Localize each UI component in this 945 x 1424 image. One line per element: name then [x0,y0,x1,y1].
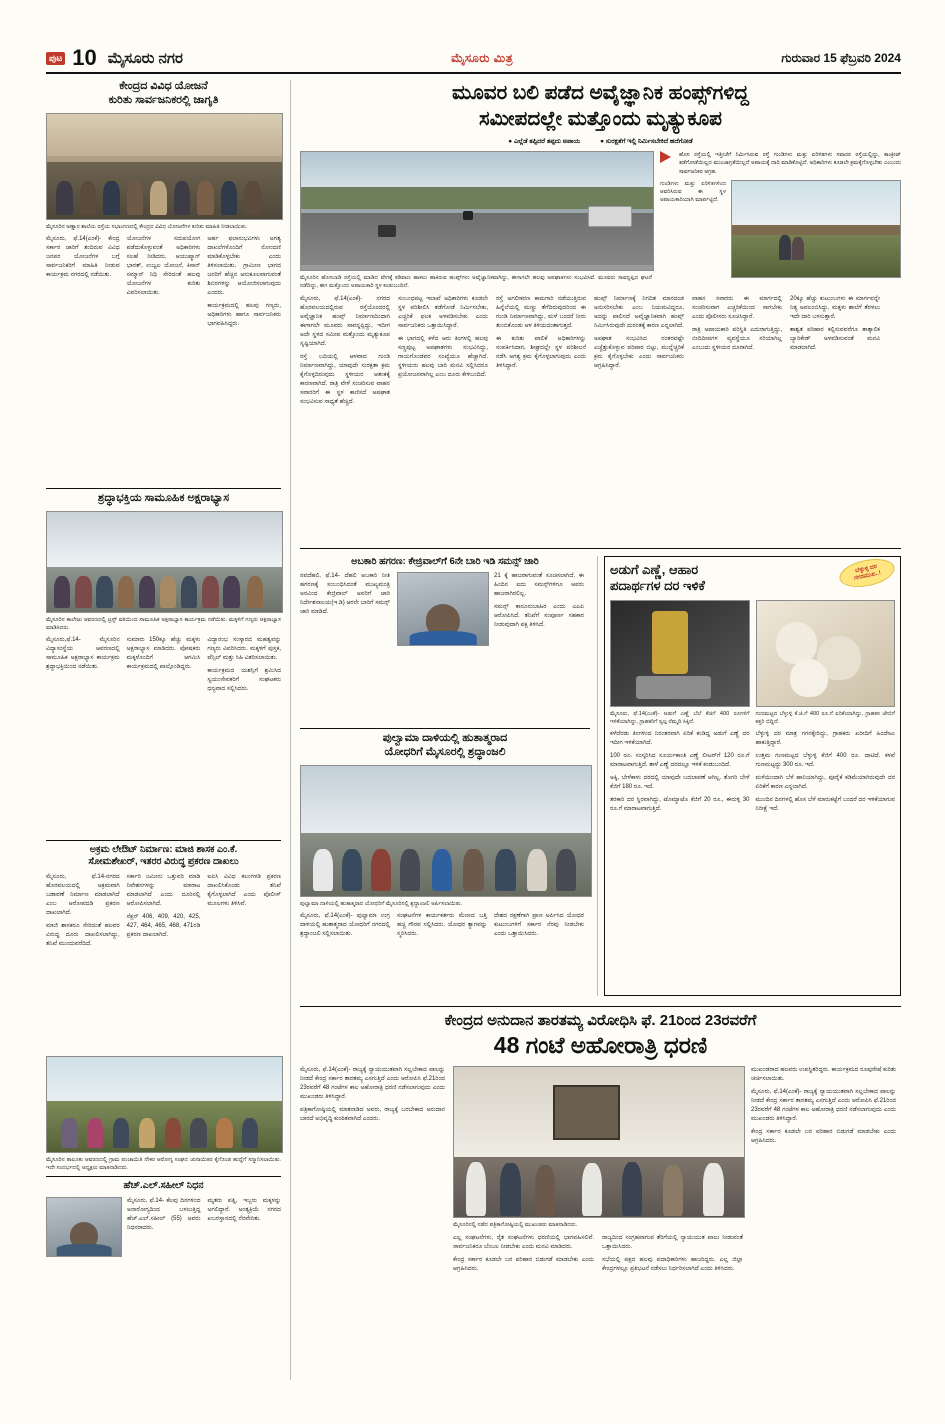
column-divider-2 [597,556,598,996]
dharane-photo-block [453,1066,743,1277]
pulwama-headline-line2: ಯೋಧರಿಗೆ ಮೈಸೂರಲ್ಲಿ ಶ್ರದ್ಧಾಂಜಲಿ [384,745,506,758]
shraddha-body-2: ಸುಮಾರು 150ಕ್ಕೂ ಹೆಚ್ಚು ಮಕ್ಕಳು ಅಕ್ಷರಾಭ್ಯಾಸ ಮಾಡಿದರು. ಪೋಷಕರು ಮಕ್ಕಳೊಂದಿಗೆ ಆಗಮಿಸಿ ಕಾರ್ಯಕ್ರಮದಲ್ಲಿ ಪಾಲ್ಗೊಂಡಿದ್ದರು. [126,636,201,670]
story-shraddha [46,488,281,698]
pulwama-body-3: ದೇಶದ ರಕ್ಷಣೆಗಾಗಿ ಪ್ರಾಣ ಅರ್ಪಿಸಿದ ಯೋಧರ ಕುಟುಂಬಗಳಿಗೆ ಸರ್ಕಾರ ನೆರವು ನೀಡಬೇಕು ಎಂದು ಒತ್ತಾಯಿಸಿದರು. [494,912,584,937]
hls-body-1: ಮೈಸೂರು, ಫೆ.14- ಕೆಲವು ದಿನಗಳಿಂದ ಅನಾರೋಗ್ಯದಿಂದ ಬಳಲುತ್ತಿದ್ದ ಹೆಚ್.ಎಲ್.ಸಹೀಲ್ (55) ಅವರು ನಿಧನರಾದರು. [127,1197,201,1231]
lead-photo-caption: ಮೈಸೂರಿನ ಹೊಸಬಾಡಿ ರಸ್ತೆಯಲ್ಲಿ ಮಾಡಿದ ವೇಗಕ್ಕೆ ಕಡಿವಾಣ ಹಾಕಲು ಹಾಕಿರುವ ಹಂಪ್ಸ್‌ಗಳು ಅವೈಜ್ಞಾನಿಕವಾಗಿದ್ದು, ಈಗಾಗಲೇ ಹಲವು ಅಪಘಾತಗಳು ಸಂಭವಿಸಿವೆ. ಮೂವರು ಸಾವನ್ನಪ್ಪಿದ ಘಟನೆ ನಡೆದಿದ್ದು, ಈಗ ಮತ್ತೊಂದು ಅಪಾಯಕಾರಿ ಸ್ಥಳ ಕಂಡುಬಂದಿದೆ. [300,275,652,290]
abkari-body-2: 21 ಕ್ಕೆ ಹಾಜರಾಗುವಂತೆ ಸೂಚಿಸಲಾಗಿದೆ. ಈ ಹಿಂದಿನ ಐದು ಸಮನ್ಸ್‌ಗಳಿಗೂ ಅವರು ಹಾಜರಾಗಿರಲಿಲ್ಲ. ಸಮನ್ಸ್ ಕಾನೂನುಬಾಹಿರ ಎಂದು ಎಎಪಿ ಆರೋಪಿಸಿದೆ. ತನಿಖೆಗೆ ಸಂಪೂರ್ಣ ಸಹಕಾರ ನೀಡುವುದಾಗಿ ಪಕ್ಷ ತಿಳಿಸಿದೆ. [494,573,584,629]
dharane-photo [453,1066,745,1218]
pulwama-body-2: ಸಂಘಟನೆಗಳ ಕಾರ್ಯಕರ್ತರು ಮೇಣದ ಬತ್ತಿ ಹಚ್ಚಿ ಗೌರವ ಸಲ್ಲಿಸಿದರು. ಯೋಧರ ತ್ಯಾಗವನ್ನು ಸ್ಮರಿಸಿದರು. [397,912,487,937]
page-badge-label: ಪುಟ [46,52,65,65]
kendra-body-3: ಅರ್ಹ ಫಲಾನುಭವಿಗಳು ಅಗತ್ಯ ದಾಖಲೆಗಳೊಂದಿಗೆ ನೋಂದಣಿ ಮಾಡಿಕೊಳ್ಳಬೇಕು ಎಂದು ತಿಳಿಸಲಾಯಿತು. ಗ್ರಾಮೀಣ ಭಾಗದ ಜನರಿಗೆ ಹೆಚ್ಚಿನ ಅನುಕೂಲವಾಗುವಂತೆ ಶಿಬಿರಗಳನ್ನು ಆಯೋಜಿಸಲಾಗುವುದು ಎಂದರು. ಕಾರ್ಯಕ್ರಮದಲ್ಲಿ ಹಲವು ಗಣ್ಯರು, ಅಧಿಕಾರಿಗಳು ಹಾಗೂ ಸಾರ್ವಜನಿಕರು ಭಾಗವಹಿಸಿದ್ದರು. [207,235,282,327]
lead-bullet-1: ● ಎಲ್ಲೆಡೆ ತಪ್ಪಿದರೆ ತಪ್ಪದು ಅಪಾಯ [508,138,580,146]
red-arrow-icon [660,151,671,163]
story-pulwama [300,728,590,943]
kejriwal-portrait [397,572,489,646]
lead-inset-photo [731,180,901,278]
dharane-headline-line1: ಕೇಂದ್ರದ ಅನುದಾನ ತಾರತಮ್ಯ ವಿರೋಧಿಸಿ ಫೆ. 21ರಿಂದ 23ರವರೆಗೆ [444,1012,757,1029]
akrama-body-1: ಮೈಸೂರು, ಫೆ.14-ನಗರದ ಹೊರವಲಯದಲ್ಲಿ ಅಕ್ರಮವಾಗಿ ಬಡಾವಣೆ ನಿರ್ಮಾಣ ಮಾಡಲಾಗಿದೆ ಎಂಬ ಆರೋಪದಡಿ ಪ್ರಕರಣ ದಾಖಲಾಗಿದೆ. ಮಾಜಿ ಶಾಸಕರೂ ಸೇರಿದಂತೆ ಹಲವರ ವಿರುದ್ಧ ದೂರು ದಾಖಲಿಸಲಾಗಿದ್ದು, ತನಿಖೆ ಮುಂದುವರೆದಿದೆ. [46,873,120,947]
lead-body-col-4: ಹಂಪ್ಸ್ ನಿರ್ಮಾಣಕ್ಕೆ ನಿಗದಿತ ಮಾನದಂಡ ಅನುಸರಿಸಬೇಕು ಎಂಬ ನಿಯಮವಿದ್ದರೂ, ಅದನ್ನು ಪಾಲಿಸದೆ ಅವೈಜ್ಞಾನಿಕವಾಗಿ ಹಂಪ್ಸ್ ನಿರ್ಮಿಸಿರುವುದೇ ದುರಂತಕ್ಕೆ ಕಾರಣ ಎನ್ನಲಾಗಿದೆ. ಅಪಘಾತ ಸಂಭವಿಸಿದ ನಂತರವಷ್ಟೇ ಎಚ್ಚೆತ್ತುಕೊಳ್ಳುವ ಪರಿಪಾಠ ಬಿಟ್ಟು, ಮುನ್ನೆಚ್ಚರಿಕೆ ಕ್ರಮ ಕೈಗೊಳ್ಳಬೇಕು ಎಂದು ಸಾರ್ವಜನಿಕರು ಆಗ್ರಹಿಸಿದ್ದಾರೆ. [594,296,684,370]
story-kendra [46,80,281,333]
lead-inset-caption: ಗುಂಡಿಗಳು ಮತ್ತು ಏರಿಳಿತಗಳಿಂದ ಆವರಿಸಿರುವ ಈ ಸ್ಥಳ ಅಪಾಯಕಾರಿಯಾಗಿ ಮಾರ್ಪಟ್ಟಿದೆ. [660,181,726,204]
oil-headline-line2: ಪದಾರ್ಥಗಳ ದರ ಇಳಿಕೆ [610,578,705,594]
pulwama-body-1: ಮೈಸೂರು, ಫೆ.14(ಎಂಕೆ)- ಪುಲ್ವಾಮಾ ಉಗ್ರ ದಾಳಿಯಲ್ಲಿ ಹುತಾತ್ಮರಾದ ಯೋಧರಿಗೆ ನಗರದಲ್ಲಿ ಶ್ರದ್ಧಾಂಜಲಿ ಸಲ್ಲಿಸಲಾಯಿತು. [300,912,390,937]
bottom-left-photo [46,1056,283,1153]
story-dharane [300,1006,901,1278]
story-akrama [46,840,281,953]
garlic-photo [756,600,896,707]
kendra-body-2: ಯೋಜನೆಗಳ ಸದುಪಯೋಗ ಪಡೆದುಕೊಳ್ಳುವಂತೆ ಅಧಿಕಾರಿಗಳು ಸಲಹೆ ನೀಡಿದರು. ಆಯುಷ್ಮಾನ್ ಭಾರತ್, ಉಜ್ವಲ ಯೋಜನೆ, ಕಿಸಾನ್ ಸಮ್ಮಾನ್ ನಿಧಿ ಸೇರಿದಂತೆ ಹಲವು ಯೋಜನೆಗಳ ಕುರಿತು ವಿವರಿಸಲಾಯಿತು. [126,235,201,296]
akrama-body-2: ಸರ್ಕಾರಿ ಜಮೀನು ಒತ್ತುವರಿ ಮಾಡಿ ನಿವೇಶನಗಳನ್ನು ಮಾರಾಟ ಮಾಡಲಾಗಿದೆ ಎಂದು ದೂರಿನಲ್ಲಿ ಆರೋಪಿಸಲಾಗಿದೆ. ಸೆಕ್ಷನ್ 406, 409, 420, 425, 427, 464, 465, 468, 471ರಡಿ ಪ್ರಕರಣ ದಾಖಲಾಗಿದೆ. [126,873,201,938]
column-divider-1 [290,80,291,1380]
story-bottom-left [46,1056,281,1257]
oil-body-right: ಬೆಳ್ಳುಳ್ಳಿ ದರ ಮಾತ್ರ ಗಗನಕ್ಕೇರಿದ್ದು, ಗ್ರಾಹಕರು ಖರೀದಿಗೆ ಹಿಂದೇಟು ಹಾಕುತ್ತಿದ್ದಾರೆ. ಉತ್ತಮ ಗುಣಮಟ್ಟದ ಬೆಳ್ಳುಳ್ಳಿ ಕೆಜಿಗೆ 400 ರೂ. ದಾಟಿದೆ. ಕಳಪೆ ಗುಣಮಟ್ಟದ್ದು 300 ರೂ. ಇದೆ. ಮಳೆಯಿಂದಾಗಿ ಬೆಳೆ ಹಾನಿಯಾಗಿದ್ದು, ಪೂರೈಕೆ ಕಡಿಮೆಯಾಗಿರುವುದೇ ದರ ಏರಿಕೆಗೆ ಕಾರಣ ಎನ್ನಲಾಗಿದೆ. ಮುಂದಿನ ದಿನಗಳಲ್ಲಿ ಹೊಸ ಬೆಳೆ ಮಾರುಕಟ್ಟೆಗೆ ಬಂದರೆ ದರ ಇಳಿಕೆಯಾಗುವ ನಿರೀಕ್ಷೆ ಇದೆ. [755,730,895,812]
lead-story [300,80,901,411]
section-title: ಮೈಸೂರು ನಗರ [107,50,183,67]
shraddha-headline: ಶ್ರದ್ಧಾಭಕ್ತಿಯ ಸಾಮೂಹಿಕ ಅಕ್ಷರಾಭ್ಯಾಸ [97,492,230,504]
hls-headline: ಹೆಚ್.ಎಲ್.ಸಹೀಲ್ ನಿಧನ [123,1180,204,1192]
publication-date: ಗುರುವಾರ 15 ಫೆಬ್ರವರಿ 2024 [781,50,901,65]
dharane-body-col-4: ಮುಖಂಡರಾದ ಹಲವರು ಉಪಸ್ಥಿತರಿದ್ದರು. ಕಾರ್ಯಕ್ರಮದ ರೂಪುರೇಷೆ ಕುರಿತು ಚರ್ಚಿಸಲಾಯಿತು. ಮೈಸೂರು, ಫೆ.14(ಎಂಕೆ)- ರಾಜ್ಯಕ್ಕೆ ನ್ಯಾಯಯುತವಾಗಿ ಸಲ್ಲಬೇಕಾದ ಪಾಲನ್ನು ನೀಡದೆ ಕೇಂದ್ರ ಸರ್ಕಾರ ತಾರತಮ್ಯ ಎಸಗುತ್ತಿದೆ ಎಂದು ಆರೋಪಿಸಿ ಫೆ.21ರಿಂದ 23ರವರೆಗೆ 48 ಗಂಟೆಗಳ ಕಾಲ ಅಹೋರಾತ್ರಿ ಧರಣಿ ನಡೆಸಲಾಗುವುದು ಎಂದು ಮುಖಂಡರು ತಿಳಿಸಿದ್ದಾರೆ. ಕೇಂದ್ರ ಸರ್ಕಾರ ಕೂಡಲೇ ಬರ ಪರಿಹಾರ ಬಿಡುಗಡೆ ಮಾಡಬೇಕು ಎಂದು ಆಗ್ರಹಿಸಿದರು. [751,1067,896,1145]
shraddha-photo [46,511,283,613]
abkari-portrait-wrap [397,572,487,646]
oil-caption-left: ಮೈಸೂರು, ಫೆ.14(ಎಂಕೆ)- ಅಡುಗೆ ಎಣ್ಣೆ ಬೆಲೆ ಕೆಜಿಗೆ 400 ರೂಗಳಿಗೆ ಇಳಿಕೆಯಾಗಿದ್ದು, ಗ್ರಾಹಕರಿಗೆ ಸ್ವಲ್ಪ ನೆಮ್ಮದಿ ಸಿಕ್ಕಿದೆ. [610,710,750,725]
lead-body-col-3: ರಸ್ತೆ ಅಗಲೀಕರಣ ಕಾಮಗಾರಿ ನಡೆಯುತ್ತಿರುವ ಹಿನ್ನೆಲೆಯಲ್ಲಿ ಮಣ್ಣು ತೆಗೆದಿರುವುದರಿಂದ ಈ ಗುಂಡಿ ನಿರ್ಮಾಣವಾಗಿದ್ದು, ಮಳೆ ಬಂದರೆ ನೀರು ತುಂಬಿಕೊಂಡು ಆಳ ತಿಳಿಯದಂತಾಗುತ್ತದೆ. ಈ ಕುರಿತು ಪಾಲಿಕೆ ಅಧಿಕಾರಿಗಳನ್ನು ಸಂಪರ್ಕಿಸಿದಾಗ, ಶೀಘ್ರದಲ್ಲೇ ಸ್ಥಳ ಪರಿಶೀಲನೆ ನಡೆಸಿ ಅಗತ್ಯ ಕ್ರಮ ಕೈಗೊಳ್ಳಲಾಗುವುದು ಎಂದು ತಿಳಿಸಿದ್ದಾರೆ. [496,296,586,370]
oil-headline-line1: ಅಡುಗೆ ಎಣ್ಣೆ, ಆಹಾರ [610,562,699,577]
lead-bullets [300,138,901,146]
shraddha-body-3: ವಿದ್ಯಾರಂಭ ಸಂಸ್ಕಾರದ ಮಹತ್ವವನ್ನು ಗಣ್ಯರು ವಿವರಿಸಿದರು. ಮಕ್ಕಳಿಗೆ ಪುಸ್ತಕ, ಪೆನ್ಸಿಲ್ ಮತ್ತು ಸಿಹಿ ವಿತರಿಸಲಾಯಿತು. ಕಾರ್ಯಕ್ರಮದ ಯಶಸ್ಸಿಗೆ ಶ್ರಮಿಸಿದ ಸ್ವಯಂಸೇವಕರಿಗೆ ಸಂಘಟಕರು ಧನ್ಯವಾದ ಸಲ್ಲಿಸಿದರು. [207,636,282,692]
shraddha-body-1: ಮೈಸೂರು,ಫೆ.14- ಮೈಸೂರಿನ ವಿದ್ಯಾಸಂಸ್ಥೆಯ ಆವರಣದಲ್ಲಿ ಸಾಮೂಹಿಕ ಅಕ್ಷರಾಭ್ಯಾಸ ಕಾರ್ಯಕ್ರಮ ಶ್ರದ್ಧಾಭಕ್ತಿಯಿಂದ ನಡೆಯಿತು. [46,636,120,670]
story-abkari [300,556,590,646]
akrama-headline-line2: ಸೋಮಶೇಖರ್, ಇತರರ ವಿರುದ್ಧ ಪ್ರಕರಣ ದಾಖಲು [88,856,239,868]
oil-photo [610,600,750,707]
kendra-headline-line2: ಕುರಿತು ಸಾರ್ವಜನಿಕರಲ್ಲಿ ಜಾಗೃತಿ [108,93,219,106]
lead-headline-line2: ಸಮೀಪದಲ್ಲೇ ಮತ್ತೊಂದು ಮೃತ್ಯುಕೂಪ [479,108,722,130]
lead-inset-text: ಹೊಸ ರಸ್ತೆಯಲ್ಲಿ ಇತ್ತೀಚೆಗೆ ನಿರ್ಮಿಸಿರುವ ರಸ್ತೆ ಗುಂಡಿಗಳು ಮತ್ತು ಏರಿಳಿತಗಳು ಸವಾರರ ರಸ್ತೆಯಲ್ಲಿದ್ದು, ಕಾಂಕ್ರೀಟ್ ತಡೆಗೋಡೆಯಿಲ್ಲದ ಮುಂಜಾಗ್ರತೆಯಿಲ್ಲದೆ ಅಪಾಯಕ್ಕೆ ದಾರಿ ಮಾಡಿಕೊಟ್ಟಿದೆ. ಅಧಿಕಾರಿಗಳು ಕೂಡಲೇ ಕ್ರಮಕೈಗೊಳ್ಳಬೇಕು ಎಂಬುದು ಸಾರ್ವಜನಿಕರ ಆಗ್ರಹ. [679,152,901,175]
hls-portrait [46,1197,122,1257]
lead-headline-line1: ಮೂವರ ಬಲಿ ಪಡೆದ ಅವೈಜ್ಞಾನಿಕ ಹಂಪ್ಸ್‌ಗಳಿದ್ದ [452,82,749,104]
garlic-price-burst: ಬೆಳ್ಳುಳ್ಳಿ ದರ ಗಗನಮುಖ..! [837,554,897,591]
oil-body-left: ಕಳೆದೆರಡು ತಿಂಗಳಿಂದ ನಿರಂತರವಾಗಿ ಏರಿಕೆ ಕಂಡಿದ್ದ ಅಡುಗೆ ಎಣ್ಣೆ ದರ ಇದೀಗ ಇಳಿಕೆಯಾಗಿದೆ. 100 ರೂ. ಸಂಸ್ಕರಿಸಿದ ಸೂರ್ಯಕಾಂತಿ ಎಣ್ಣೆ ಲೀಟರ್‌ಗೆ 120 ರೂ.ಗೆ ಮಾರಾಟವಾಗುತ್ತಿದೆ. ತಾಳೆ ಎಣ್ಣೆ ದರದಲ್ಲೂ ಇಳಿಕೆ ಕಂಡುಬಂದಿದೆ. ಅಕ್ಕಿ, ಬೇಳೆಕಾಳು ದರದಲ್ಲಿ ಯಾವುದೇ ಬದಲಾವಣೆ ಆಗಿಲ್ಲ. ತೊಗರಿ ಬೇಳೆ ಕೆಜಿಗೆ 180 ರೂ. ಇದೆ. ತರಕಾರಿ ದರ ಸ್ಥಿರವಾಗಿದ್ದು, ಟೊಮ್ಯಾಟೊ ಕೆಜಿಗೆ 20 ರೂ., ಈರುಳ್ಳಿ 30 ರೂ.ಗೆ ಮಾರಾಟವಾಗುತ್ತಿದೆ. [610,730,750,812]
kendra-photo-caption: ಮೈಸೂರಿನ ಅಣ್ಣಾನ ಶಾಲೆಯ ರಸ್ತೆಯ ಸಭಾಂಗಣದಲ್ಲಿ ಕೇಂದ್ರದ ವಿವಿಧ ಯೋಜನೆಗಳ ಕುರಿತು ಮಾಹಿತಿ ನೀಡಲಾಯಿತು. [46,223,248,230]
kendra-headline-line1: ಕೇಂದ್ರದ ವಿವಿಧ ಯೋಜನೆ [119,80,208,92]
dharane-body-col-3: ರಾಜ್ಯದಿಂದ ಸಂಗ್ರಹವಾಗುವ ತೆರಿಗೆಯಲ್ಲಿ ನ್ಯಾಯಯುತ ಪಾಲು ನೀಡುವಂತೆ ಒತ್ತಾಯಿಸಿದರು. ಸಭೆಯಲ್ಲಿ ಪಕ್ಷದ ಹಲವು ಪದಾಧಿಕಾರಿಗಳು ಹಾಜರಿದ್ದರು. ಎಲ್ಲ ಜಿಲ್ಲಾ ಕೇಂದ್ರಗಳಲ್ಲೂ ಪ್ರತಿಭಟನೆ ನಡೆಸಲು ನಿರ್ಧರಿಸಲಾಗಿದೆ ಎಂದು ತಿಳಿಸಿದರು. [602,1234,743,1272]
shraddha-photo-caption: ಮೈಸೂರಿನ ಕಾಲೇಜು ಆವರಣದಲ್ಲಿ ಟ್ರಸ್ಟ್ ವತಿಯಿಂದ ಸಾಮೂಹಿಕ ಅಕ್ಷರಾಭ್ಯಾಸ ಕಾರ್ಯಕ್ರಮ ನಡೆಯಿತು. ಮಕ್ಕಳಿಗೆ ಗಣ್ಯರು ಅಕ್ಷರಾಭ್ಯಾಸ ಮಾಡಿಸಿದರು. [46,616,281,631]
abkari-body-1: ನವದೆಹಲಿ, ಫೆ.14- ದೆಹಲಿ ಅಬಕಾರಿ ನೀತಿ ಹಗರಣಕ್ಕೆ ಸಂಬಂಧಿಸಿದಂತೆ ಮುಖ್ಯಮಂತ್ರಿ ಅರವಿಂದ ಕೇಜ್ರಿವಾಲ್ ಅವರಿಗೆ ಜಾರಿ ನಿರ್ದೇಶನಾಲಯ(ಇ.ಡಿ) ಆರನೇ ಬಾರಿಗೆ ಸಮನ್ಸ್ ಜಾರಿ ಮಾಡಿದೆ. [300,573,390,616]
akrama-body-3: ಐಪಿಸಿ ವಿವಿಧ ಕಲಂಗಳಡಿ ಪ್ರಕರಣ ದಾಖಲಿಸಿಕೊಂಡು ತನಿಖೆ ಕೈಗೊಳ್ಳಲಾಗಿದೆ ಎಂದು ಪೊಲೀಸ್ ಮೂಲಗಳು ತಿಳಿಸಿವೆ. [207,873,282,907]
dharane-body-col-1: ಮೈಸೂರು, ಫೆ.14(ಎಂಕೆ)- ರಾಜ್ಯಕ್ಕೆ ನ್ಯಾಯಯುತವಾಗಿ ಸಲ್ಲಬೇಕಾದ ಪಾಲನ್ನು ನೀಡದೆ ಕೇಂದ್ರ ಸರ್ಕಾರ ತಾರತಮ್ಯ ಎಸಗುತ್ತಿದೆ ಎಂದು ಆರೋಪಿಸಿ ಫೆ.21ರಿಂದ 23ರವರೆಗೆ 48 ಗಂಟೆಗಳ ಕಾಲ ಅಹೋರಾತ್ರಿ ಧರಣಿ ನಡೆಸಲಾಗುವುದು ಎಂದು ಮುಖಂಡರು ತಿಳಿಸಿದ್ದಾರೆ. ಪತ್ರಿಕಾಗೋಷ್ಠಿಯಲ್ಲಿ ಮಾತನಾಡಿದ ಅವರು, ರಾಜ್ಯಕ್ಕೆ ಬರಬೇಕಾದ ಅನುದಾನ ಬಾರದೆ ಅಭಿವೃದ್ಧಿ ಕುಂಠಿತವಾಗಿದೆ ಎಂದರು. [300,1067,445,1123]
lead-body-col-1: ಮೈಸೂರು, ಫೆ.14(ಎಂಕೆ)- ನಗರದ ಹೊರವಲಯದಲ್ಲಿರುವ ರಸ್ತೆಯೊಂದರಲ್ಲಿ ಅವೈಜ್ಞಾನಿಕ ಹಂಪ್ಸ್ ನಿರ್ಮಾಣದಿಂದಾಗಿ ಈಗಾಗಲೇ ಮೂವರು ಸಾವನ್ನಪ್ಪಿದ್ದು, ಇದೀಗ ಅದೇ ಸ್ಥಳದ ಸಮೀಪ ಮತ್ತೊಂದು ಮೃತ್ಯುಕೂಪ ಸೃಷ್ಟಿಯಾಗಿದೆ. ರಸ್ತೆ ಬದಿಯಲ್ಲಿ ಆಳವಾದ ಗುಂಡಿ ನಿರ್ಮಾಣವಾಗಿದ್ದು, ಯಾವುದೇ ಸುರಕ್ಷತಾ ಕ್ರಮ ಕೈಗೊಳ್ಳದಿರುವುದು ಸ್ಥಳೀಯರ ಆತಂಕಕ್ಕೆ ಕಾರಣವಾಗಿದೆ. ರಾತ್ರಿ ವೇಳೆ ಸಂಚರಿಸುವ ವಾಹನ ಸವಾರರಿಗೆ ಈ ಸ್ಥಳ ಕಾಣಿಸದೆ ಅಪಘಾತ ಸಂಭವಿಸುವ ಸಾಧ್ಯತೆ ಹೆಚ್ಚಿದೆ. [300,296,390,406]
lead-body-col-5: ವಾಹನ ಸವಾರರು ಈ ಮಾರ್ಗದಲ್ಲಿ ಸಂಚರಿಸುವಾಗ ಎಚ್ಚರಿಕೆಯಿಂದ ಸಾಗಬೇಕು ಎಂದು ಪೊಲೀಸರು ಸೂಚಿಸಿದ್ದಾರೆ. ರಾತ್ರಿ ಅಪಾಯಕಾರಿ ಪರಿಸ್ಥಿತಿ ಎದುರಾಗುತ್ತಿದ್ದು, ಬೀದಿದೀಪಗಳ ವ್ಯವಸ್ಥೆಯೂ ಸರಿಯಾಗಿಲ್ಲ ಎಂಬುದು ಸ್ಥಳೀಯರ ದೂರಾಗಿದೆ. [692,296,782,352]
oil-caption-right: ಗುಣಮಟ್ಟದ ಬೆಳ್ಳುಳ್ಳಿ ಕೆ.ಜಿ.ಗೆ 400 ರೂ.ಗೆ ಏರಿಕೆಯಾಗಿದ್ದು, ಗ್ರಾಹಕರ ಜೇಬಿಗೆ ಕತ್ತರಿ ಬಿದ್ದಿದೆ. [755,710,895,725]
lead-photo-block [300,151,652,290]
lead-body-col-6: 20ಕ್ಕೂ ಹೆಚ್ಚು ಕುಟುಂಬಗಳು ಈ ಮಾರ್ಗವನ್ನೇ ನಿತ್ಯ ಅವಲಂಬಿಸಿದ್ದು, ಮಕ್ಕಳು ಶಾಲೆಗೆ ತೆರಳಲು ಇದೇ ದಾರಿ ಬಳಸುತ್ತಾರೆ. ಶಾಶ್ವತ ಪರಿಹಾರ ಕಲ್ಪಿಸುವವರೆಗೂ ತಾತ್ಕಾಲಿಕ ಬ್ಯಾರಿಕೇಡ್ ಅಳವಡಿಸುವಂತೆ ಮನವಿ ಮಾಡಲಾಗಿದೆ. [790,296,880,352]
page-number: 10 [72,45,97,70]
abkari-headline: ಅಬಕಾರಿ ಹಗರಣ: ಕೇಜ್ರಿವಾಲ್‌ಗೆ 6ನೇ ಬಾರಿ ಇಡಿ ಸಮನ್ಸ್ ಜಾರಿ [351,556,539,567]
paper-name: ಮೈಸೂರು ಮಿತ್ರ [451,50,514,65]
kendra-body-1: ಮೈಸೂರು, ಫೆ.14(ಎಂಕೆ)- ಕೇಂದ್ರ ಸರ್ಕಾರ ಜಾರಿಗೆ ತಂದಿರುವ ವಿವಿಧ ಜನಪರ ಯೋಜನೆಗಳ ಬಗ್ಗೆ ಸಾರ್ವಜನಿಕರಿಗೆ ಮಾಹಿತಿ ನೀಡುವ ಕಾರ್ಯಕ್ರಮ ನಗರದಲ್ಲಿ ನಡೆಯಿತು. [46,235,120,278]
lead-inset-block [660,151,901,290]
masthead [46,44,901,74]
lead-road-photo [300,151,654,271]
dharane-photo-caption: ಮೈಸೂರಿನಲ್ಲಿ ನಡೆದ ಪತ್ರಿಕಾಗೋಷ್ಠಿಯಲ್ಲಿ ಮುಖಂಡರು ಮಾತನಾಡಿದರು. [453,1222,578,1229]
pulwama-photo-caption: ಪುಲ್ವಾಮಾ ದಾಳಿಯಲ್ಲಿ ಹುತಾತ್ಮರಾದ ಯೋಧರಿಗೆ ಮೈಸೂರಿನಲ್ಲಿ ಶ್ರದ್ಧಾಂಜಲಿ ಅರ್ಪಿಸಲಾಯಿತು. [300,900,463,907]
dharane-headline-line2: 48 ಗಂಟೆ ಅಹೋರಾತ್ರಿ ಧರಣಿ [493,1031,708,1058]
dharane-body-col-2: ಎಲ್ಲ ಸಂಘಟನೆಗಳು, ರೈತ ಸಂಘಟನೆಗಳು ಧರಣಿಯಲ್ಲಿ ಭಾಗವಹಿಸಲಿವೆ. ಸಾರ್ವಜನಿಕರೂ ಬೆಂಬಲ ನೀಡಬೇಕು ಎಂದು ಮನವಿ ಮಾಡಿದರು. ಕೇಂದ್ರ ಸರ್ಕಾರ ಕೂಡಲೇ ಬರ ಪರಿಹಾರ ಬಿಡುಗಡೆ ಮಾಡಬೇಕು ಎಂದು ಆಗ್ರಹಿಸಿದರು. [453,1234,594,1272]
lead-body-col-2: ಸಂಬಂಧಪಟ್ಟ ಇಲಾಖೆ ಅಧಿಕಾರಿಗಳು ಕೂಡಲೇ ಸ್ಥಳ ಪರಿಶೀಲಿಸಿ ತಡೆಗೋಡೆ ನಿರ್ಮಿಸಬೇಕು, ಎಚ್ಚರಿಕೆ ಫಲಕ ಅಳವಡಿಸಬೇಕು ಎಂದು ಸಾರ್ವಜನಿಕರು ಒತ್ತಾಯಿಸಿದ್ದಾರೆ. ಈ ಭಾಗದಲ್ಲಿ ಕಳೆದ ಆರು ತಿಂಗಳಲ್ಲಿ ಹಲವು ಸಣ್ಣಪುಟ್ಟ ಅಪಘಾತಗಳು ಸಂಭವಿಸಿದ್ದು, ಗಾಯಗೊಂಡವರ ಸಂಖ್ಯೆಯೂ ಹೆಚ್ಚಾಗಿದೆ. ಸ್ಥಳೀಯರು ಹಲವು ಬಾರಿ ಮನವಿ ಸಲ್ಲಿಸಿದರೂ ಪ್ರಯೋಜನವಾಗಿಲ್ಲ ಎಂಬ ದೂರು ಕೇಳಿಬಂದಿದೆ. [398,296,488,379]
hls-body-2: ಮೃತರು ಪತ್ನಿ, ಇಬ್ಬರು ಮಕ್ಕಳನ್ನು ಅಗಲಿದ್ದಾರೆ. ಅಂತ್ಯಕ್ರಿಯೆ ನಗರದ ಖಬರಸ್ತಾನದಲ್ಲಿ ನೆರವೇರಿತು. [207,1197,281,1222]
kendra-photo [46,113,283,220]
bottom-left-caption: ಮೈಸೂರಿನ ತಾಲೂಕು ಆವರಣದಲ್ಲಿ ಗ್ರಾಮ ಪಂಚಾಯಿತಿ ನೌಕರ ಆರೋಗ್ಯ ಸಂಘದ ಚುನಾಯಿತರ ಕೈಗೊಂಡ ಹುದ್ದೆಗೆ ಸನ್ಮಾನಿಸಲಾಯಿತು. ಇದೇ ಸಂದರ್ಭದಲ್ಲಿ ಅಧ್ಯಕ್ಷರು ಮಾತನಾಡಿದರು. [46,1157,281,1172]
hls-photo-wrap [46,1197,120,1257]
lead-bullet-2: ● ಸುರಕ್ಷತೆಗೆ ಇಲ್ಲಿ ನಿರ್ಮಿಸಬೇಕಿದೆ ಹದೆಗೋಡೆ [600,138,693,146]
lead-bottom-rule [300,548,901,549]
pulwama-photo [300,765,592,897]
pulwama-headline-line1: ಪುಲ್ವಾಮಾ ದಾಳಿಯಲ್ಲಿ ಹುತಾತ್ಮರಾದ [382,732,508,744]
akrama-headline-line1: ಅಕ್ರಮ ಲೇಔಟ್ ನಿರ್ಮಾಣ: ಮಾಜಿ ಶಾಸಕ ಎಂ.ಕೆ. [89,844,238,855]
story-oil [604,556,901,996]
masthead-left [46,47,183,69]
